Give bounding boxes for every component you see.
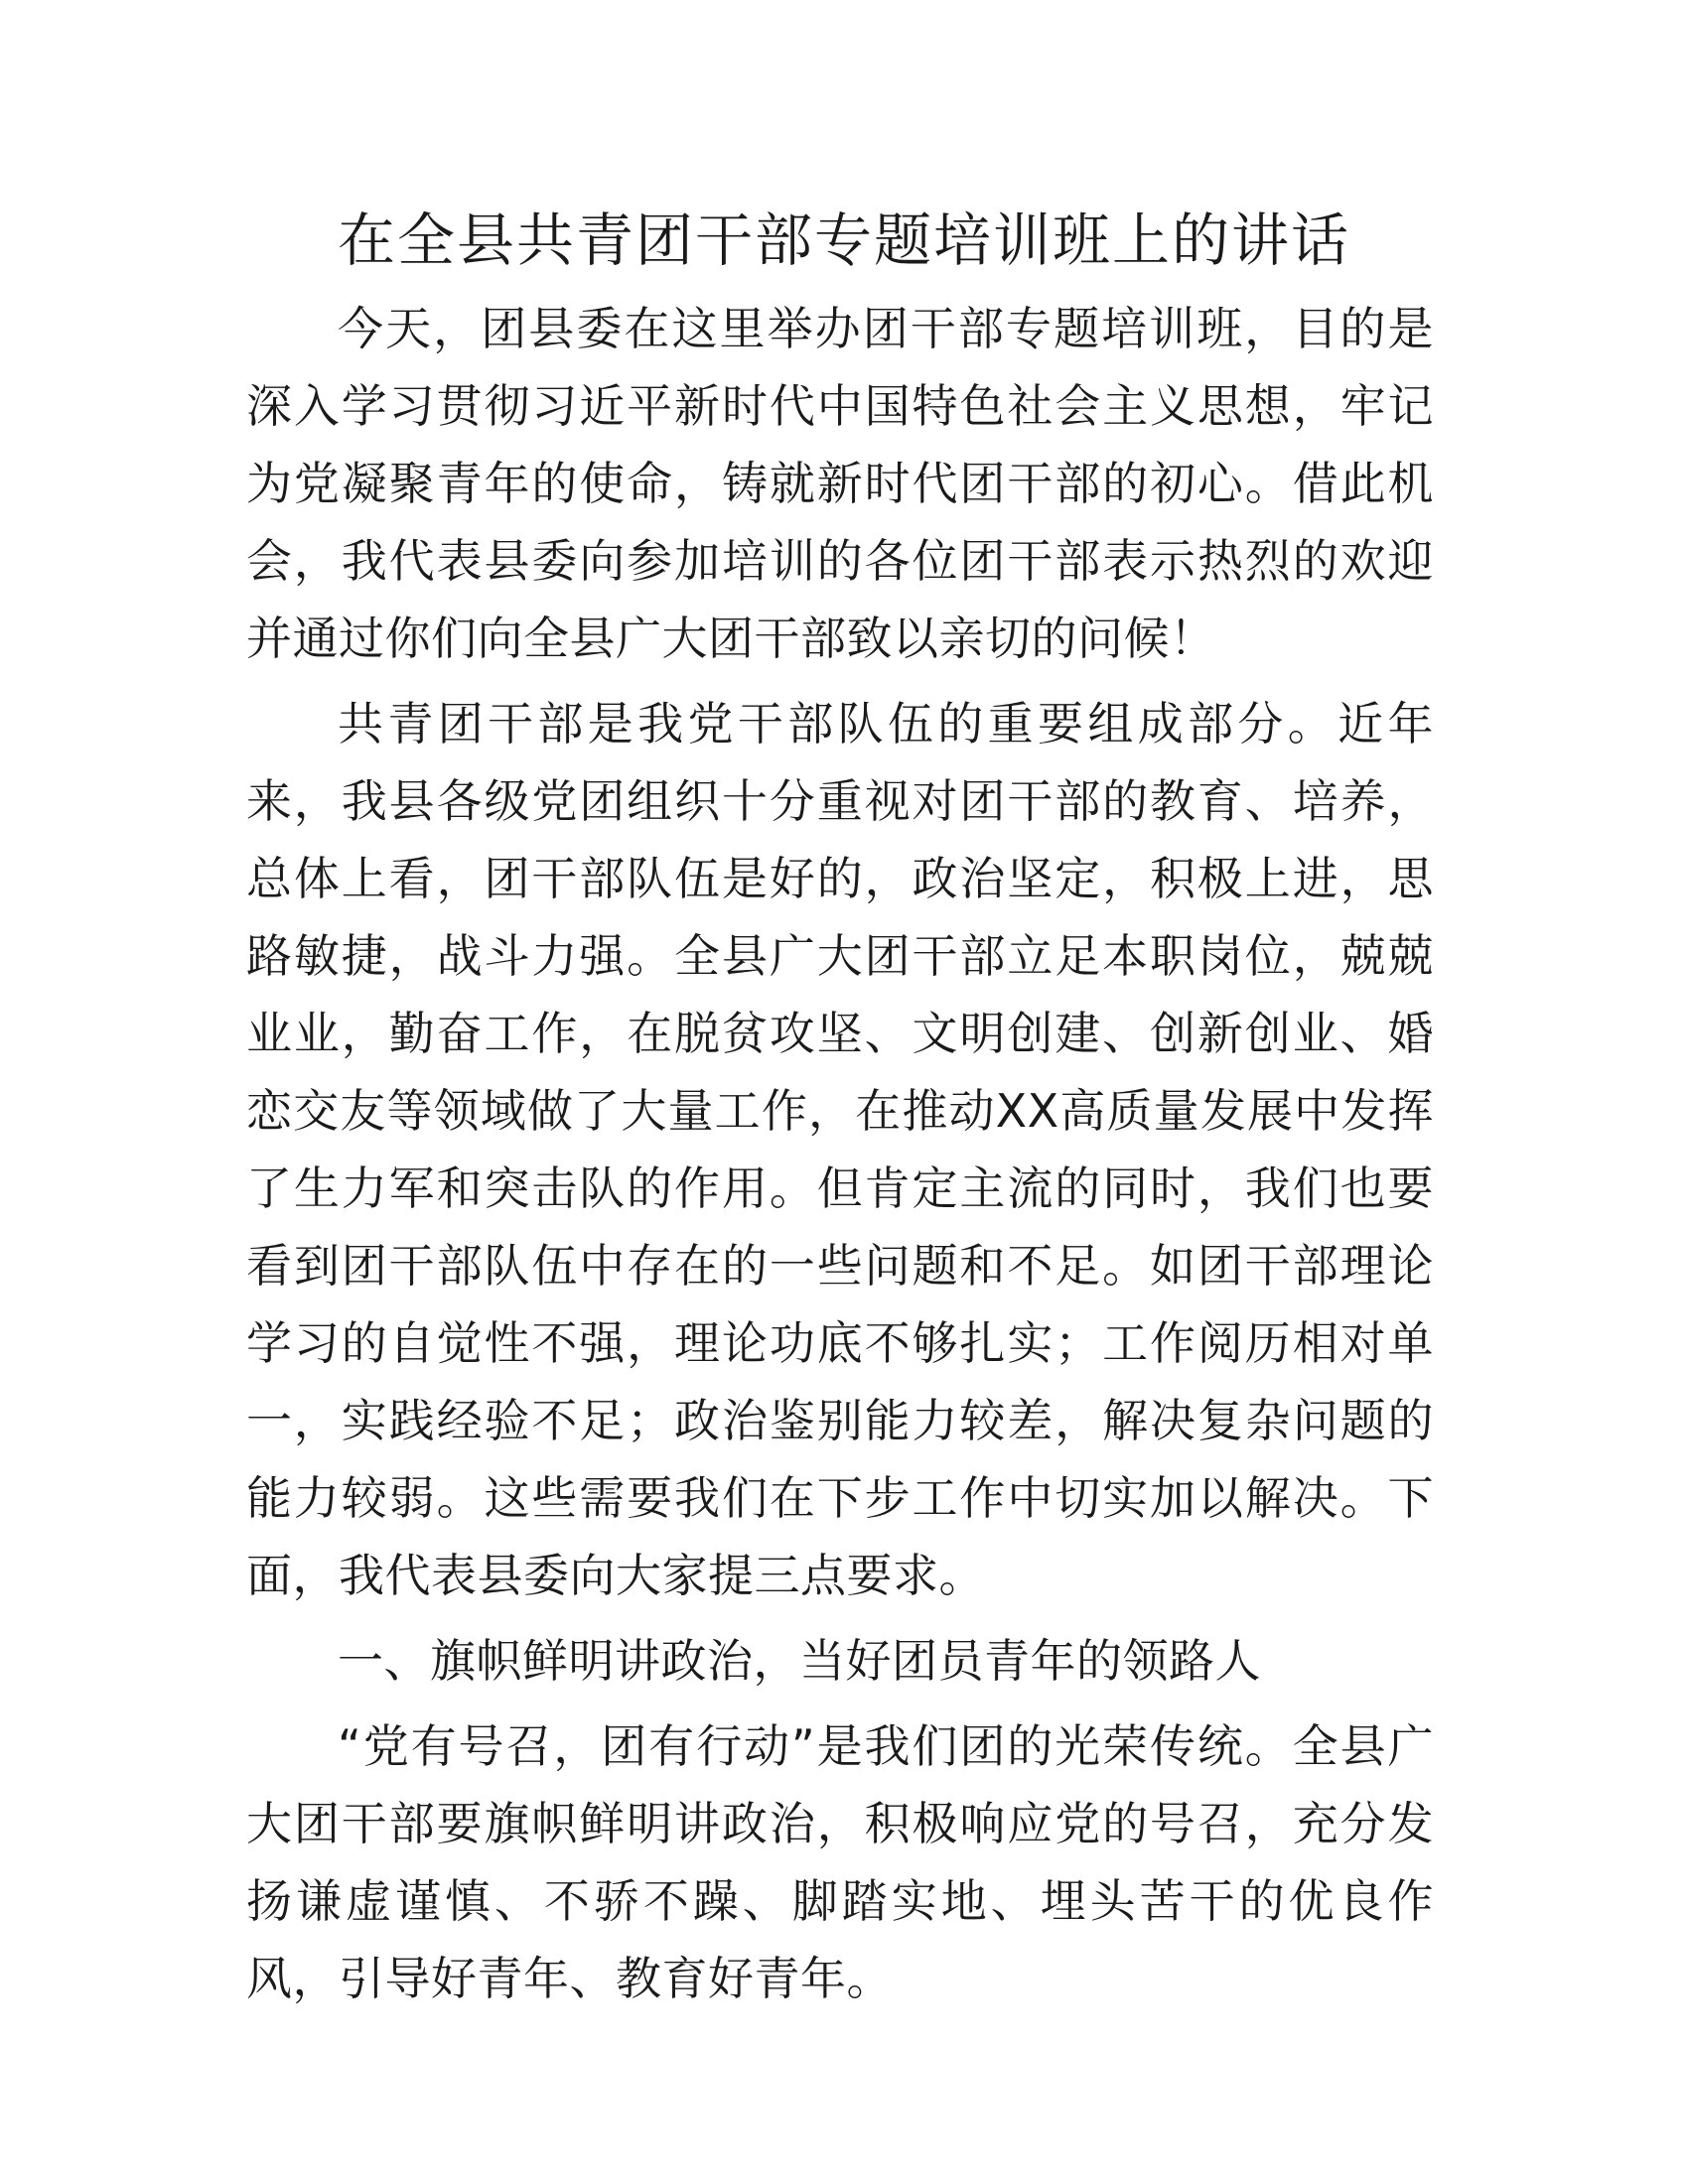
paragraph-overview: 共青团干部是我党干部队伍的重要组成部分。近年来，我县各级党团组织十分重视对团干部的教育、培养，总体上看，团干部队伍是好的，政治坚定，积极上进，思路敏捷，战斗力强。全县广大团干部立足本职岗位，兢兢业业，勤奋工作，在脱贫攻坚、文明创建、创新创业、婚恋交友等领域做了大量工作，在推动XX高质量发展中发挥了生力军和突击队的作用。但肯定主流的同时，我们也要看到团干部队伍中存在的一些问题和不足。如团干部理论学习的自觉性不强，理论功底不够扎实；工作阅历相对单一，实践经验不足；政治鉴别能力较差，解决复杂问题的能力较弱。这些需要我们在下步工作中切实加以解决。下面，我代表县委向大家提三点要求。 bbox=[246, 697, 1434, 1602]
section-heading-1: 一、旗帜鲜明讲政治，当好团员青年的领路人 bbox=[338, 1634, 1261, 1688]
page-title: 在全县共青团干部专题培训班上的讲话 bbox=[337, 206, 1350, 274]
document-body bbox=[246, 290, 1434, 2025]
paragraph-opening: 今天，团县委在这里举办团干部专题培训班，目的是深入学习贯彻习近平新时代中国特色社会主义思想，牢记为党凝聚青年的使命，铸就新时代团干部的初心。借此机会，我代表县委向参加培训的各位团干部表示热烈的欢迎并通过你们向全县广大团干部致以亲切的问候！ bbox=[246, 302, 1434, 665]
paragraph-section-1: “党有号召，团有行动”是我们团的光荣传统。全县广大团干部要旗帜鲜明讲政治，积极响应党的号召，充分发扬谦虚谨慎、不骄不躁、脚踏实地、埋头苦干的优良作风，引导好青年、教育好青年。 bbox=[246, 1719, 1434, 2005]
